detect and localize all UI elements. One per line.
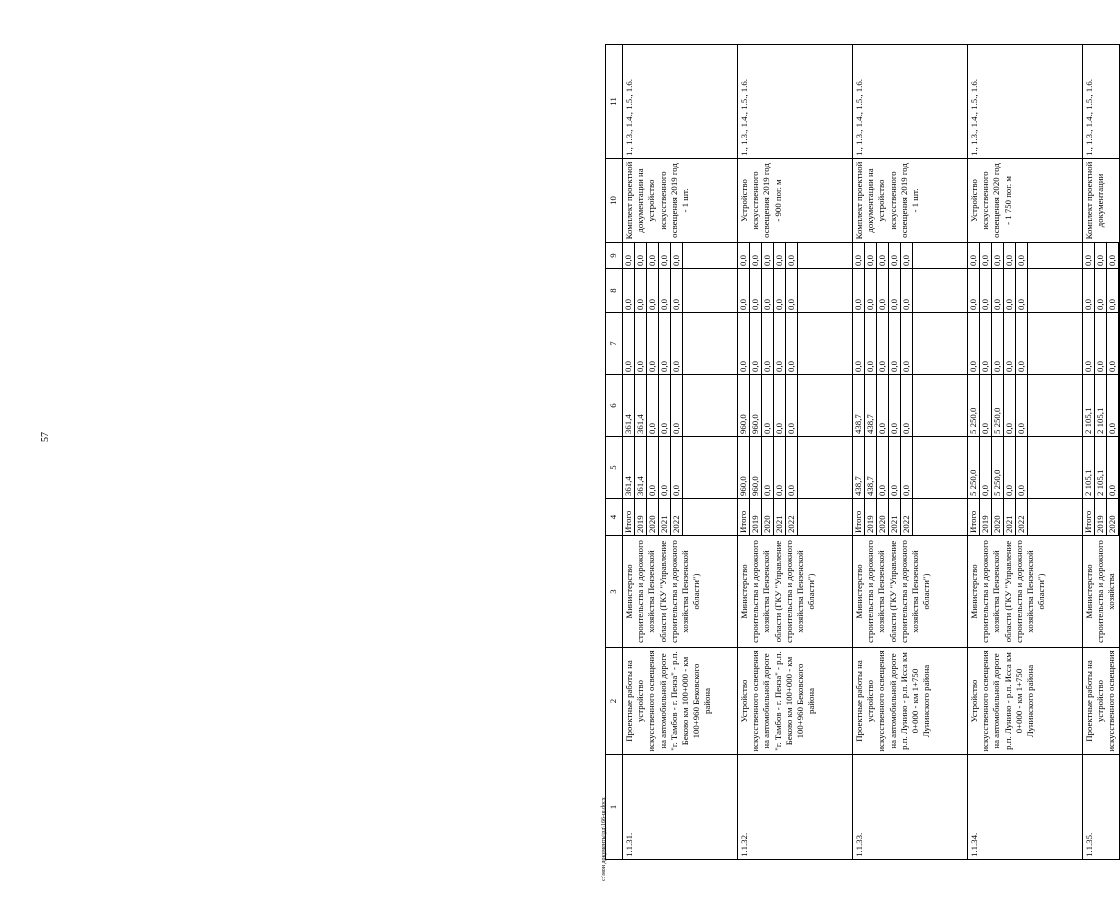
activity-name: Проектные работы на устройство искусственного освещения на автомобильной дороге р.п. Лунино - р.п. Исса км 0+000 - км 1+750 Лунинского района <box>853 648 968 755</box>
local-budget-cell <box>623 269 738 313</box>
row-number: 1.1.33. <box>853 755 968 860</box>
page-number: 57 <box>40 432 51 442</box>
other-sources-value: 0,0 <box>877 243 889 268</box>
executor: Министерство строительства и дорожного хозяйства Пензенской области (ГКУ "Управление строительства и дорожного хозяйства Пензенской области") <box>968 536 1083 648</box>
column-number: 11 <box>606 45 623 159</box>
column-number: 5 <box>606 437 623 499</box>
column-number: 9 <box>606 243 623 269</box>
local-budget-value: 0,0 <box>877 269 889 312</box>
column-number: 2 <box>606 648 623 755</box>
local-budget-value: 0,0 <box>647 269 659 312</box>
other-sources-cell <box>623 243 738 269</box>
expected-result: Комплект проектной документации <box>1083 159 1120 243</box>
federal-budget-value: 0,0 <box>774 313 786 374</box>
year-value: 2020 <box>762 499 774 535</box>
other-sources-value: 0,0 <box>659 243 671 268</box>
federal-budget-value: 0,0 <box>968 313 980 374</box>
column-number: 3 <box>606 536 623 648</box>
year-cell <box>853 499 968 536</box>
regional-budget-value: 960,0 <box>738 375 750 436</box>
table-row <box>853 45 968 860</box>
activity-name: Проектные работы на устройство искусственного освещения <box>1083 648 1120 755</box>
federal-budget-value: 0,0 <box>992 313 1004 374</box>
column-number: 7 <box>606 313 623 375</box>
total-funding-value: 0,0 <box>1107 437 1119 498</box>
federal-budget-value: 0,0 <box>1016 313 1028 374</box>
regional-budget-value: 438,7 <box>853 375 865 436</box>
table-row <box>1083 45 1120 860</box>
other-sources-value: 0,0 <box>1107 243 1119 268</box>
local-budget-value: 0,0 <box>635 269 647 312</box>
federal-budget-value: 0,0 <box>1083 313 1095 374</box>
other-sources-value: 0,0 <box>968 243 980 268</box>
local-budget-value: 0,0 <box>671 269 683 312</box>
year-cell <box>738 499 853 536</box>
target-indicators: 1., 1.3., 1.4., 1.5., 1.6. <box>1083 45 1120 159</box>
total-funding-value: 5 250,0 <box>968 437 980 498</box>
federal-budget-value: 0,0 <box>901 313 913 374</box>
other-sources-value: 0,0 <box>1095 243 1107 268</box>
activity-name: Проектные работы на устройство искусственного освещения на автомобильной дороге "г. Тамбов - г. Пенза" - р.п. Беково км 100+000 - км 100+960 Бековского района <box>623 648 738 755</box>
local-budget-value: 0,0 <box>762 269 774 312</box>
regional-budget-value: 361,4 <box>623 375 635 436</box>
local-budget-value: 0,0 <box>992 269 1004 312</box>
federal-budget-value: 0,0 <box>659 313 671 374</box>
activity-name: Устройство искусственного освещения на автомобильной дороге "г. Тамбов - г. Пенза" - р.п. Беково км 100+000 - км 100+960 Бековского района <box>738 648 853 755</box>
local-budget-value: 0,0 <box>623 269 635 312</box>
executor: Министерство строительства и дорожного хозяйства Пензенской области (ГКУ "Управление строительства и дорожного хозяйства Пензенской области") <box>853 536 968 648</box>
table-row <box>968 45 1083 860</box>
regional-budget-value: 0,0 <box>786 375 798 436</box>
table-body <box>623 45 1120 860</box>
target-indicators: 1., 1.3., 1.4., 1.5., 1.6. <box>623 45 738 159</box>
program-activities-table <box>605 44 1120 860</box>
other-sources-value: 0,0 <box>762 243 774 268</box>
federal-budget-cell <box>968 313 1083 375</box>
activity-name: Устройство искусственного освещения на автомобильной дороге р.п. Лунино - р.п. Исса км 0+000 - км 1+750 Лунинского района <box>968 648 1083 755</box>
regional-budget-value: 0,0 <box>1107 375 1119 436</box>
year-cell <box>968 499 1083 536</box>
regional-budget-value: 0,0 <box>762 375 774 436</box>
regional-budget-value: 0,0 <box>1004 375 1016 436</box>
total-funding-value: 0,0 <box>1004 437 1016 498</box>
other-sources-value: 0,0 <box>1004 243 1016 268</box>
year-cell <box>1083 499 1120 536</box>
other-sources-cell <box>968 243 1083 269</box>
total-funding-value: 0,0 <box>774 437 786 498</box>
local-budget-cell <box>738 269 853 313</box>
year-value: 2021 <box>889 499 901 535</box>
total-funding-cell <box>623 437 738 499</box>
other-sources-cell <box>1083 243 1120 269</box>
year-value: Итого <box>623 499 635 535</box>
local-budget-value: 0,0 <box>774 269 786 312</box>
table-row <box>623 45 738 860</box>
local-budget-value: 0,0 <box>1004 269 1016 312</box>
other-sources-value: 0,0 <box>647 243 659 268</box>
federal-budget-value: 0,0 <box>865 313 877 374</box>
total-funding-value: 0,0 <box>877 437 889 498</box>
federal-budget-value: 0,0 <box>750 313 762 374</box>
executor: Министерство строительства и дорожного хозяйства <box>1083 536 1120 648</box>
local-budget-value: 0,0 <box>786 269 798 312</box>
other-sources-value: 0,0 <box>774 243 786 268</box>
federal-budget-cell <box>853 313 968 375</box>
local-budget-value: 0,0 <box>1083 269 1095 312</box>
other-sources-cell <box>738 243 853 269</box>
year-value: 2019 <box>980 499 992 535</box>
federal-budget-value: 0,0 <box>877 313 889 374</box>
other-sources-value: 0,0 <box>853 243 865 268</box>
expected-result: Устройство искусственного освещения 2019 год - 900 пог. м <box>738 159 853 243</box>
federal-budget-value: 0,0 <box>738 313 750 374</box>
row-number: 1.1.35. <box>1083 755 1120 860</box>
total-funding-value: 0,0 <box>1016 437 1028 498</box>
other-sources-value: 0,0 <box>980 243 992 268</box>
regional-budget-value: 2 105,1 <box>1083 375 1095 436</box>
year-value: 2020 <box>1107 499 1119 535</box>
federal-budget-value: 0,0 <box>623 313 635 374</box>
total-funding-value: 0,0 <box>980 437 992 498</box>
local-budget-value: 0,0 <box>750 269 762 312</box>
regional-budget-value: 0,0 <box>659 375 671 436</box>
other-sources-cell <box>853 243 968 269</box>
other-sources-value: 0,0 <box>992 243 1004 268</box>
regional-budget-value: 438,7 <box>865 375 877 436</box>
total-funding-value: 960,0 <box>750 437 762 498</box>
federal-budget-value: 0,0 <box>853 313 865 374</box>
federal-budget-value: 0,0 <box>671 313 683 374</box>
regional-budget-value: 0,0 <box>774 375 786 436</box>
total-funding-value: 438,7 <box>865 437 877 498</box>
year-value: 2019 <box>750 499 762 535</box>
year-value: 2022 <box>1016 499 1028 535</box>
year-value: Итого <box>853 499 865 535</box>
year-value: Итого <box>1083 499 1095 535</box>
footer-file-path: c:\мои документы\рд\166-ш.docx <box>601 797 607 881</box>
year-value: 2019 <box>635 499 647 535</box>
local-budget-value: 0,0 <box>659 269 671 312</box>
total-funding-value: 361,4 <box>635 437 647 498</box>
local-budget-value: 0,0 <box>853 269 865 312</box>
local-budget-value: 0,0 <box>889 269 901 312</box>
other-sources-value: 0,0 <box>738 243 750 268</box>
column-number: 8 <box>606 269 623 313</box>
executor: Министерство строительства и дорожного хозяйства Пензенской области (ГКУ "Управление строительства и дорожного хозяйства Пензенской области") <box>738 536 853 648</box>
regional-budget-cell <box>853 375 968 437</box>
federal-budget-value: 0,0 <box>1004 313 1016 374</box>
local-budget-value: 0,0 <box>968 269 980 312</box>
federal-budget-value: 0,0 <box>1095 313 1107 374</box>
regional-budget-value: 0,0 <box>877 375 889 436</box>
year-cell <box>623 499 738 536</box>
federal-budget-value: 0,0 <box>1107 313 1119 374</box>
total-funding-value: 2 105,1 <box>1095 437 1107 498</box>
total-funding-value: 2 105,1 <box>1083 437 1095 498</box>
year-value: 2020 <box>877 499 889 535</box>
other-sources-value: 0,0 <box>623 243 635 268</box>
total-funding-value: 960,0 <box>738 437 750 498</box>
total-funding-value: 0,0 <box>659 437 671 498</box>
total-funding-cell <box>738 437 853 499</box>
regional-budget-value: 0,0 <box>889 375 901 436</box>
table-row <box>738 45 853 860</box>
total-funding-value: 0,0 <box>901 437 913 498</box>
local-budget-value: 0,0 <box>738 269 750 312</box>
column-number: 1 <box>606 755 623 860</box>
other-sources-value: 0,0 <box>786 243 798 268</box>
other-sources-value: 0,0 <box>1016 243 1028 268</box>
other-sources-value: 0,0 <box>889 243 901 268</box>
year-value: 2022 <box>671 499 683 535</box>
target-indicators: 1., 1.3., 1.4., 1.5., 1.6. <box>968 45 1083 159</box>
federal-budget-cell <box>623 313 738 375</box>
other-sources-value: 0,0 <box>1083 243 1095 268</box>
other-sources-value: 0,0 <box>671 243 683 268</box>
year-value: Итого <box>968 499 980 535</box>
local-budget-value: 0,0 <box>980 269 992 312</box>
federal-budget-cell <box>738 313 853 375</box>
local-budget-value: 0,0 <box>901 269 913 312</box>
federal-budget-value: 0,0 <box>762 313 774 374</box>
row-number: 1.1.34. <box>968 755 1083 860</box>
other-sources-value: 0,0 <box>750 243 762 268</box>
year-value: 2021 <box>774 499 786 535</box>
regional-budget-value: 5 250,0 <box>968 375 980 436</box>
other-sources-value: 0,0 <box>865 243 877 268</box>
federal-budget-value: 0,0 <box>889 313 901 374</box>
regional-budget-value: 960,0 <box>750 375 762 436</box>
total-funding-cell <box>968 437 1083 499</box>
total-funding-value: 361,4 <box>623 437 635 498</box>
local-budget-cell <box>853 269 968 313</box>
column-number: 10 <box>606 159 623 243</box>
regional-budget-value: 361,4 <box>635 375 647 436</box>
regional-budget-value: 0,0 <box>980 375 992 436</box>
local-budget-value: 0,0 <box>1107 269 1119 312</box>
year-value: 2021 <box>1004 499 1016 535</box>
other-sources-value: 0,0 <box>901 243 913 268</box>
expected-result: Комплект проектной документации на устройство искусственного освещения 2019 год - 1 шт. <box>623 159 738 243</box>
local-budget-value: 0,0 <box>865 269 877 312</box>
row-number: 1.1.32. <box>738 755 853 860</box>
regional-budget-value: 0,0 <box>1016 375 1028 436</box>
other-sources-value: 0,0 <box>635 243 647 268</box>
year-value: 2022 <box>901 499 913 535</box>
year-value: 2020 <box>992 499 1004 535</box>
regional-budget-value: 5 250,0 <box>992 375 1004 436</box>
year-value: 2022 <box>786 499 798 535</box>
total-funding-value: 5 250,0 <box>992 437 1004 498</box>
regional-budget-value: 0,0 <box>647 375 659 436</box>
local-budget-cell <box>968 269 1083 313</box>
year-value: 2021 <box>659 499 671 535</box>
federal-budget-cell <box>1083 313 1120 375</box>
rotated-page-content <box>605 45 1115 860</box>
column-number-row <box>606 45 623 860</box>
year-value: Итого <box>738 499 750 535</box>
total-funding-value: 0,0 <box>762 437 774 498</box>
federal-budget-value: 0,0 <box>980 313 992 374</box>
expected-result: Устройство искусственного освещения 2020 год - 1 750 пог. м <box>968 159 1083 243</box>
total-funding-value: 0,0 <box>671 437 683 498</box>
federal-budget-value: 0,0 <box>647 313 659 374</box>
regional-budget-value: 0,0 <box>901 375 913 436</box>
target-indicators: 1., 1.3., 1.4., 1.5., 1.6. <box>853 45 968 159</box>
total-funding-cell <box>1083 437 1120 499</box>
total-funding-value: 438,7 <box>853 437 865 498</box>
year-value: 2019 <box>865 499 877 535</box>
local-budget-value: 0,0 <box>1016 269 1028 312</box>
regional-budget-cell <box>968 375 1083 437</box>
total-funding-value: 0,0 <box>647 437 659 498</box>
regional-budget-cell <box>1083 375 1120 437</box>
year-value: 2020 <box>647 499 659 535</box>
total-funding-value: 0,0 <box>786 437 798 498</box>
regional-budget-cell <box>738 375 853 437</box>
row-number: 1.1.31. <box>623 755 738 860</box>
target-indicators: 1., 1.3., 1.4., 1.5., 1.6. <box>738 45 853 159</box>
regional-budget-value: 2 105,1 <box>1095 375 1107 436</box>
regional-budget-cell <box>623 375 738 437</box>
column-number: 6 <box>606 375 623 437</box>
year-value: 2019 <box>1095 499 1107 535</box>
total-funding-value: 0,0 <box>889 437 901 498</box>
federal-budget-value: 0,0 <box>635 313 647 374</box>
expected-result: Комплект проектной документации на устройство искусственного освещения 2019 год - 1 шт. <box>853 159 968 243</box>
regional-budget-value: 0,0 <box>671 375 683 436</box>
executor: Министерство строительства и дорожного хозяйства Пензенской области (ГКУ "Управление строительства и дорожного хозяйства Пензенской области") <box>623 536 738 648</box>
total-funding-cell <box>853 437 968 499</box>
local-budget-cell <box>1083 269 1120 313</box>
local-budget-value: 0,0 <box>1095 269 1107 312</box>
federal-budget-value: 0,0 <box>786 313 798 374</box>
column-number: 4 <box>606 499 623 536</box>
